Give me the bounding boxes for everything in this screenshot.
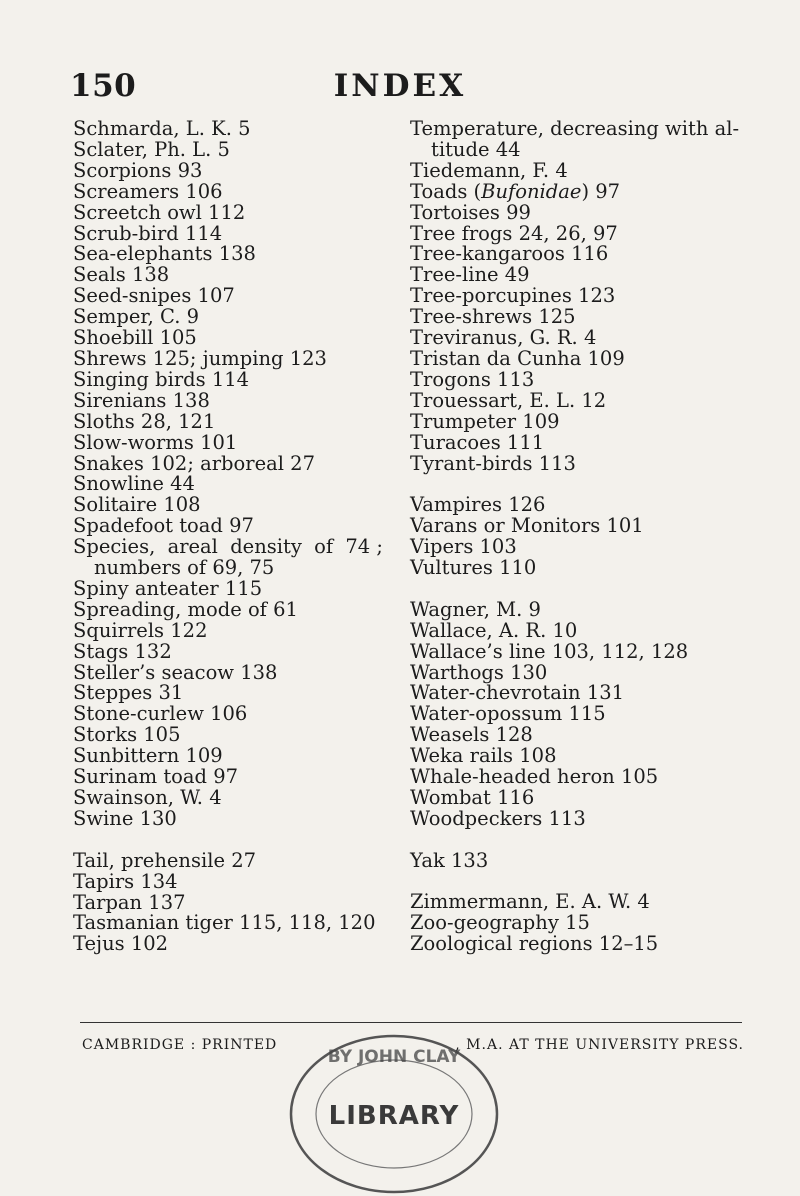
index-entry-word: density — [230, 535, 302, 559]
index-entry-word: Species, — [73, 535, 156, 559]
index-entry: Tyrant-birds 113 — [410, 451, 576, 475]
stamp-library-text: LIBRARY — [328, 1101, 460, 1131]
index-entry: Seed-snipes 107 — [73, 284, 235, 308]
index-entry: Warthogs 130 — [410, 660, 548, 684]
index-entry: Tapirs 134 — [73, 869, 178, 893]
index-entry: Sirenians 138 — [73, 388, 210, 412]
index-entry: Stone-curlew 106 — [73, 702, 248, 726]
index-entry: Water-chevrotain 131 — [410, 681, 625, 705]
library-stamp — [281, 1020, 507, 1196]
index-entry: Sunbittern 109 — [73, 744, 223, 768]
index-entry — [73, 537, 383, 558]
index-entry: Swainson, W. 4 — [73, 786, 222, 809]
index-entry: Tristan da Cunha 109 — [410, 346, 625, 370]
index-entry: Vultures 110 — [410, 556, 537, 580]
index-entry-italic: Bufonidae — [481, 179, 582, 203]
index-entry: Temperature, decreasing with al- — [410, 117, 740, 140]
section-gap — [73, 830, 383, 851]
index-entry: Tortoises 99 — [410, 200, 531, 224]
stamp-top-text: BY JOHN CLAY — [327, 1047, 461, 1067]
index-entry: Spreading, mode of 61 — [73, 597, 298, 621]
index-entry: Storks 105 — [73, 723, 181, 747]
section-gap — [410, 474, 760, 495]
index-entry: Squirrels 122 — [73, 618, 208, 642]
index-entry: Screetch owl 112 — [73, 200, 246, 224]
index-column-left — [73, 119, 383, 955]
page-title: INDEX — [333, 68, 467, 104]
index-entry: Trogons 113 — [410, 367, 535, 391]
index-entry: Shoebill 105 — [73, 326, 197, 350]
index-entry: Snakes 102; arboreal 27 — [73, 451, 315, 475]
index-entry: Trouessart, E. L. 12 — [410, 388, 607, 412]
index-entry: Zoo-geography 15 — [410, 911, 590, 935]
index-entry: Screamers 106 — [73, 179, 223, 203]
index-entry-part: Toads ( — [410, 179, 482, 203]
index-entry: Wagner, M. 9 — [410, 597, 541, 621]
index-entry: Wallace, A. R. 10 — [410, 618, 578, 642]
index-entry: Zimmermann, E. A. W. 4 — [410, 890, 650, 914]
index-entry: Schmarda, L. K. 5 — [73, 117, 251, 140]
index-entry: Stags 132 — [73, 639, 172, 663]
index-entry: Steppes 31 — [73, 681, 184, 705]
index-entry-continuation: titude 44 — [431, 137, 521, 161]
index-entry: Tasmanian tiger 115, 118, 120 — [73, 911, 376, 935]
section-gap — [410, 872, 760, 893]
index-entry: Swine 130 — [73, 806, 177, 830]
index-entry: Spadefoot toad 97 — [73, 514, 254, 538]
index-entry: Wallace’s line 103, 112, 128 — [410, 639, 689, 663]
page-header — [0, 68, 800, 112]
section-gap — [410, 579, 760, 600]
index-entry-continuation: numbers of 69, 75 — [94, 556, 275, 580]
index-entry: Sloths 28, 121 — [73, 409, 216, 433]
index-entry: Treviranus, G. R. 4 — [410, 326, 597, 350]
index-entry: Scorpions 93 — [73, 158, 203, 182]
index-entry: Spiny anteater 115 — [73, 576, 263, 600]
index-entry: Seals 138 — [73, 263, 170, 287]
index-entry: Turacoes 111 — [410, 430, 545, 454]
index-entry: Tree-kangaroos 116 — [410, 242, 609, 266]
page-number: 150 — [70, 68, 137, 104]
section-gap — [410, 830, 760, 851]
index-entry: Surinam toad 97 — [73, 765, 239, 789]
index-entry: Tarpan 137 — [73, 890, 186, 914]
index-entry: Wombat 116 — [410, 785, 535, 809]
imprint-right: , M.A. AT THE UNIVERSITY PRESS. — [455, 1037, 744, 1053]
index-entry: Varans or Monitors 101 — [410, 514, 644, 538]
index-entry-word: of — [314, 535, 334, 559]
index-entry: Tiedemann, F. 4 — [410, 158, 568, 182]
index-entry: Scrub-bird 114 — [73, 221, 223, 245]
imprint-left: CAMBRIDGE : PRINTED — [82, 1037, 278, 1053]
index-entry-word: 74 ; — [345, 535, 383, 559]
index-entry: Weka rails 108 — [410, 744, 557, 768]
index-entry: Solitaire 108 — [73, 493, 201, 517]
index-entry: Slow-worms 101 — [73, 430, 238, 454]
index-entry: Snowline 44 — [73, 472, 195, 496]
index-entry: Sclater, Ph. L. 5 — [73, 137, 230, 161]
index-entry: Tail, prehensile 27 — [73, 848, 257, 872]
index-column-right — [410, 119, 760, 955]
index-entry: Weasels 128 — [410, 723, 533, 747]
index-entry: Yak 133 — [410, 848, 489, 872]
index-entry: Whale-headed heron 105 — [410, 765, 659, 789]
index-entry: Sea-elephants 138 — [73, 242, 256, 266]
index-entry: Singing birds 114 — [73, 367, 250, 391]
index-entry: Water-opossum 115 — [410, 702, 606, 726]
index-entry: Woodpeckers 113 — [410, 806, 586, 830]
index-entry: Tree-porcupines 123 — [410, 284, 616, 308]
index-entry: Tree-line 49 — [410, 263, 530, 287]
index-entry: Vampires 126 — [410, 493, 546, 517]
index-entry-part: ) 97 — [581, 179, 621, 203]
index-entry: Tree-shrews 125 — [410, 305, 576, 329]
index-entry: Tree frogs 24, 26, 97 — [410, 221, 618, 245]
index-entry: Vipers 103 — [410, 535, 517, 559]
index-entry: Steller’s seacow 138 — [73, 660, 278, 684]
index-entry — [410, 179, 760, 203]
index-entry: Shrews 125; jumping 123 — [73, 346, 327, 370]
index-entry-word: areal — [167, 535, 218, 559]
index-entry: Trumpeter 109 — [410, 409, 560, 433]
index-entry: Zoological regions 12–15 — [410, 932, 659, 956]
index-entry: Tejus 102 — [73, 932, 169, 956]
index-entry: Semper, C. 9 — [73, 305, 200, 329]
